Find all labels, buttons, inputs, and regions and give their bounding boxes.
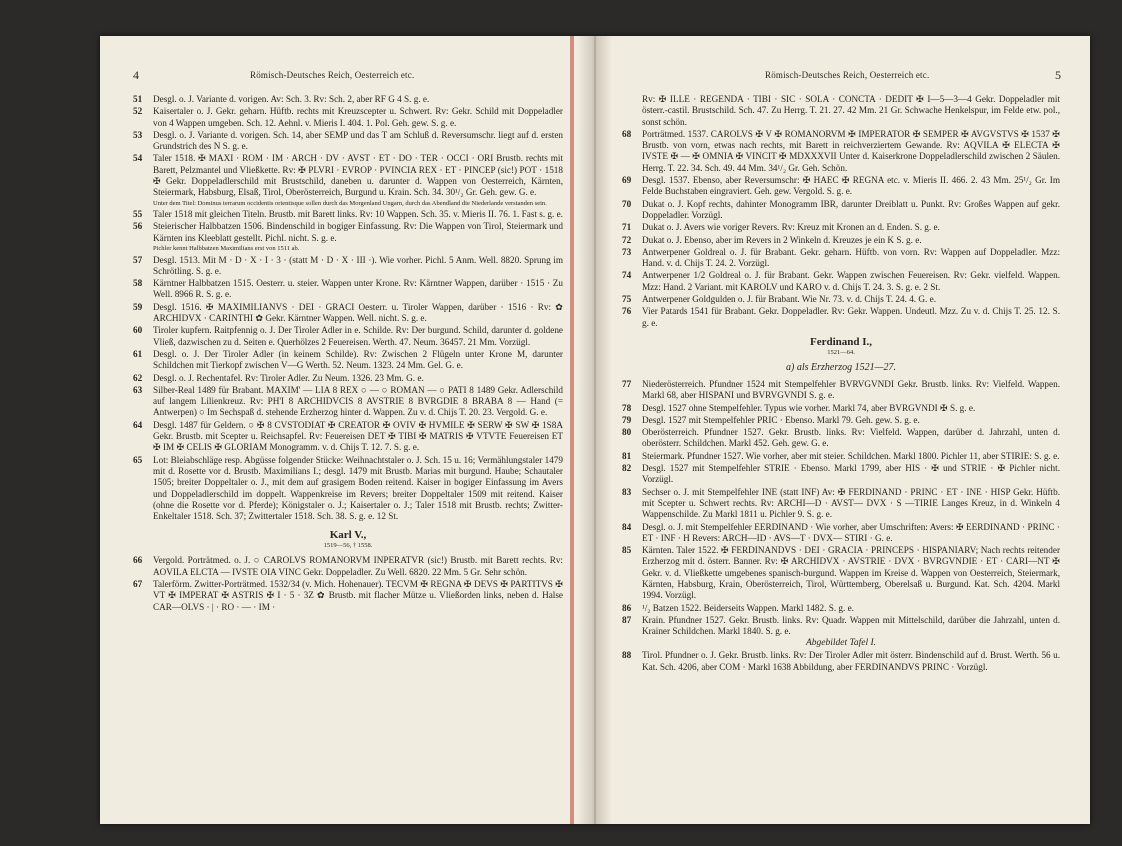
lot-number: 66 bbox=[133, 555, 143, 566]
lot-entry bbox=[622, 403, 1060, 414]
lot-entry bbox=[133, 94, 563, 105]
lot-number: 84 bbox=[622, 521, 632, 532]
lot-description: Kärntner Halbbatzen 1515. Oesterr. u. steier. Wappen unter Krone. Rv: Kärntner Wappen, darüber · 1515 · Zu Well. 8966 R. S. g. e. bbox=[153, 278, 563, 300]
lot-continuation: Rv: ✠ ILLE · REGENDA · TIBI · SIC · SOLA · CONCTA · DEDIT ✠ I—5—3—4 Gekr. Doppeladler mit österr.-castil. Brustschild. Sch. 47. Zu Herrg. T. 21. 27. 42 Mm. 21 Gr. Schwache Henkelspur, im Felde etw. pol., sonst schön. bbox=[642, 94, 1060, 127]
lot-entry bbox=[622, 129, 1060, 174]
lot-number: 60 bbox=[133, 325, 143, 336]
lot-description: Kaisertaler o. J. Gekr. geharn. Hüftb. rechts mit Kreuzscepter u. Schwert. Rv: Gekr. Schild mit Doppeladler von 4 Wappen umgeben. Sch. 12. Aehnl. v. Mieris I. 404. 1. Pol. Geh. gew. S. g. e. bbox=[153, 106, 563, 128]
lot-number: 53 bbox=[133, 129, 143, 140]
lot-description: Desgl. o. J. mit Stempelfehler EERDINAND · Wie vorher, aber Umschriften: Avers: ✠ EERDINAND · PRINC · ET · INF · H Revers: ARCH—ID · AVS—T · DVX— STIRI · G. e. bbox=[642, 521, 1060, 543]
lot-description: Antwerpener 1/2 Goldreal o. J. für Brabant. Gekr. Wappen zwischen Feuereisen. Rv: Gekr. vielfeld. Wappen. Mzz: Hand. 2 Variant. mit KAROLV und KARO v. d. Chijs T. 24. 3. S. g. e. 2 St. bbox=[642, 270, 1060, 292]
lot-description: Antwerpener Goldgulden o. J. für Brabant. Wie Nr. 73. v. d. Chijs T. 24. 4. G. e. bbox=[642, 294, 937, 305]
lot-number: 71 bbox=[622, 222, 632, 233]
ruler-heading: Ferdinand I., bbox=[809, 335, 873, 348]
lot-entry bbox=[133, 555, 563, 578]
page-number-right: 5 bbox=[1055, 68, 1061, 82]
lot-number: 63 bbox=[133, 384, 143, 395]
lot-number: 61 bbox=[133, 348, 143, 359]
lot-entry bbox=[622, 294, 1060, 305]
lot-entry bbox=[622, 415, 1060, 426]
lot-number: 67 bbox=[133, 578, 143, 589]
right-entries bbox=[622, 94, 1060, 674]
lot-number: 73 bbox=[622, 246, 632, 257]
lot-description: Desgl. 1537. Ebenso, aber Reversumschr: ✠ HAEC ✠ REGNA etc. v. Mieris II. 466. 2. 43 Mm. 25¹/₂ Gr. Im Felde Buchstaben eingraviert. Geh. gew. Vergold. S. g. e. bbox=[642, 175, 1060, 197]
lot-entry bbox=[622, 427, 1060, 450]
lot-number: 70 bbox=[622, 198, 632, 209]
lot-number: 72 bbox=[622, 234, 632, 245]
lot-entry bbox=[133, 209, 563, 220]
lot-description: Vergold. Porträtmed. o. J. ○ CAROLVS ROMANORVM INPERATVR (sic!) Brustb. mit Barett rechts. Rv: AOVILA ELCTA — IVSTE OIA VINC Gekr. Doppeladler. Zu Well. 6820. 22 Mm. 5 Gr. Sehr schön. bbox=[153, 555, 563, 577]
lot-description: Dukat o. J. Ebenso, aber im Revers in 2 Winkeln d. Kreuzes je ein K S. g. e. bbox=[642, 234, 922, 245]
book-spread bbox=[100, 36, 1090, 824]
lot-entry bbox=[622, 306, 1060, 329]
lot-number: 76 bbox=[622, 306, 632, 317]
lot-entry bbox=[622, 522, 1060, 545]
lot-entry bbox=[622, 270, 1060, 293]
lot-entry bbox=[133, 278, 563, 301]
lot-number: 81 bbox=[622, 450, 632, 461]
lot-entry bbox=[622, 175, 1060, 198]
lot-description: Desgl. 1527 ohne Stempelfehler. Typus wie vorher. Markl 74, aber BVRGVNDI ✠ S. g. e. bbox=[642, 402, 976, 413]
lot-number: 86 bbox=[622, 602, 632, 613]
lot-entry bbox=[622, 545, 1060, 601]
lot-entry bbox=[133, 455, 563, 523]
lot-description: Desgl. 1527 mit Stempelfehler STRIE · Ebenso. Markl 1799, aber HIS · ✠ und STRIE · ✠ Pichler nicht. Vorzügl. bbox=[642, 463, 1060, 485]
ruler-dates: 1521—64. bbox=[827, 348, 855, 356]
footnote: Pichler kennt Halbbatzen Maximilians erst von 1511 ab. bbox=[153, 245, 300, 253]
lot-entry bbox=[133, 420, 563, 454]
lot-entry bbox=[622, 463, 1060, 486]
lot-number: 51 bbox=[133, 94, 143, 104]
lot-description: Oberösterreich. Pfundner 1527. Gekr. Brustb. links. Rv: Vielfeld. Wappen, darüber d. Jahrzahl, unten d. oberösterr. Schildchen. Markl 452. Geh. gew. G. e. bbox=[642, 427, 1060, 449]
lot-entry bbox=[622, 235, 1060, 246]
running-head-left: Römisch-Deutsches Reich, Oesterreich etc. bbox=[250, 70, 415, 80]
page-number-left: 4 bbox=[133, 68, 139, 82]
lot-entry bbox=[622, 379, 1060, 402]
lot-description: Antwerpener Goldreal o. J. für Brabant. Gekr. geharn. Hüftb. von vorn. Rv: Wappen auf Doppeladler. Mzz: Hand. v. d. Chijs T. 24. 2. Vorzügl. bbox=[642, 246, 1060, 269]
lot-description: Niederösterreich. Pfundner 1524 mit Stempelfehler BVRVGVNDI Gekr. Brustb. links. Rv: Vielfeld. Wappen. Markl 68, aber HISPANI und BVRVGVNDI S. g. e. bbox=[642, 378, 1060, 401]
lot-description: Tirol. Pfundner o. J. Gekr. Brustb. links. Rv: Der Tiroler Adler mit österr. Bindenschild auf d. Brust. Werth. 56 u. Kat. Sch. 4206, aber COM · Markl 1638 Abbildung, aber FERDINANDVS PRINC · Vorzügl. bbox=[642, 650, 1060, 672]
lot-number: 52 bbox=[133, 106, 143, 117]
lot-description: Taler 1518. ✠ MAXI · ROM · IM · ARCH · DV · AVST · ET · DO · TER · OCCI · ORI Brustb. rechts mit Barett, Pelzmantel und Vließkette. Rv: ✠ PLVRI · EVROP · PVINCIA REX · ET · PINCEP (sic!) POT · 1518 ✠ Gekr. Doppeladlerschild mit Brustschild, daneben u. darunter d. Wappen von Oesterreich, Kärnten, Steiermark, Habsburg, Elsaß, Tirol, Oberösterreich, Burgund u. Krain. Sch. 34. 30¹/₂ Gr. Geh. gew. G. e. bbox=[153, 153, 563, 198]
lot-number: 69 bbox=[622, 175, 632, 186]
lot-description: Steiermark. Pfundner 1527. Wie vorher, aber mit steier. Schildchen. Markl 1800. Pichler 11, aber STIRIE: S. g. e. bbox=[642, 450, 1060, 461]
lot-description: Dukat o. J. Avers wie voriger Revers. Rv: Kreuz mit Kronen an d. Enden. S. g. e. bbox=[642, 222, 940, 233]
lot-entry bbox=[133, 325, 563, 348]
lot-description: Steierischer Halbbatzen 1506. Bindenschild in bogiger Einfassung. Rv: Die Wappen von Tirol, Steiermark und Kärnten ins Kleeblatt gestellt. Pichl. nicht. S. g. e. bbox=[153, 221, 563, 243]
lot-number: 62 bbox=[133, 372, 143, 383]
lot-entry bbox=[622, 615, 1060, 638]
lot-entry bbox=[133, 302, 563, 325]
lot-description: Kärnten. Taler 1522. ✠ FERDINANDVS · DEI · GRACIA · PRINCEPS · HISPANIARV; Nach rechts reitender Erzherzog mit d. österr. Banner. Rv: ✠ ARCHIDVX · AVSTRIE · DVX · BVRGVNDIE · ET · CARI—NT ✠ Gekr. v. d. Vließkette umgebenes spanisch-burgund. Wappen im Kreise d. Wappen von Oesterreich, Steiermark, Kärnten, Habsburg, Krain, Oberösterreich, Tirol, Württemberg, Oberelsaß u. Burgund. Kat. Sch. 4204. Markl 1994. Vorzügl. bbox=[642, 545, 1060, 601]
left-page bbox=[100, 36, 590, 824]
lot-entry bbox=[133, 221, 563, 244]
lot-description: Desgl. 1513. Mit M · D · X · I · 3 · (statt M · D · X · III ·). Wie vorher. Pichl. 5 Anm. Well. 8820. Sprung im Schrötling. S. g. e. bbox=[153, 254, 563, 276]
lot-number: 78 bbox=[622, 402, 632, 413]
section-subheading: a) als Erzherzog 1521—27. bbox=[785, 361, 896, 373]
lot-entry bbox=[133, 255, 563, 278]
lot-number: 82 bbox=[622, 463, 632, 474]
lot-entry bbox=[133, 579, 563, 613]
lot-description: ¹/₂ Batzen 1522. Beiderseits Wappen. Markl 1482. S. g. e. bbox=[642, 602, 854, 613]
lot-number: 68 bbox=[622, 128, 632, 139]
lot-entry bbox=[622, 487, 1060, 521]
footnote: Unter dem Titel: Dominus terrarum occidentis orientisque sollen durch das Morgenland Ungarn, durch das Abendland die Niederlande verstanden sein. bbox=[153, 199, 547, 207]
ruler-heading: Karl V., bbox=[329, 529, 367, 542]
lot-number: 85 bbox=[622, 545, 632, 556]
lot-number: 88 bbox=[622, 650, 632, 661]
lot-number: 87 bbox=[622, 614, 632, 625]
lot-number: 80 bbox=[622, 427, 632, 438]
lot-description: Desgl. 1487 für Geldern. ○ ✠ 8 CVSTODIAT ✠ CREATOR ✠ OVIV ✠ HVMILE ✠ SERW ✠ SW ✠ 1S8A Gekr. Brustb. mit Scepter u. Reichsapfel. Rv: Feuereisen DET ✠ TIBI ✠ MATRIS ✠ VTVTE Feuereisen ET ✠ IM ✠ CELIS ✠ GLORIAM Monogramm. v. d. Chijs T. 12. 7. S. g. e. bbox=[153, 419, 563, 453]
lot-entry bbox=[133, 373, 563, 384]
lot-description: Krain. Pfundner 1527. Gekr. Brustb. links. Rv: Quadr. Wappen mit Mittelschild, darüber die Jahrzahl, unten d. Krainer Schildchen. Markl 1840. S. g. e. bbox=[642, 614, 1060, 637]
left-entries bbox=[133, 94, 563, 614]
lot-number: 58 bbox=[133, 278, 143, 289]
lot-description: Desgl. 1527 mit Stempelfehler PRIC · Ebenso. Markl 79. Geh. gew. S. g. e. bbox=[642, 414, 920, 425]
lot-number: 74 bbox=[622, 270, 632, 281]
lot-entry bbox=[133, 153, 563, 198]
lot-number: 83 bbox=[622, 486, 632, 497]
lot-entry bbox=[622, 451, 1060, 462]
lot-description: Vier Patards 1541 für Brabant. Gekr. Doppeladler. Rv: Gekr. Wappen. Undeutl. Mzz. Zu v. d. Chijs T. 25. 12. S. g. e. bbox=[642, 306, 1060, 328]
lot-number: 57 bbox=[133, 254, 143, 265]
lot-description: Desgl. o. J. Rechentafel. Rv: Tiroler Adler. Zu Neum. 1326. 23 Mm. G. e. bbox=[153, 372, 424, 383]
lot-description: Silber-Real 1489 für Brabant. MAXIM' — LIA 8 REX ○ — ○ ROMAN — ○ PATI 8 1489 Gekr. Adlerschild auf langem Lilienkreuz. Rv: PH'I 8 ARCHIDVCIS 8 AVSTRIE 8 BVRGDIE 8 BRABA 8 — Hand (= Antwerpen) ○ Im Sechspaß d. stehende Erzherzog hinter d. Wappen. Zu v. d. Chijs T. 20. 23. Vergold. G. e. bbox=[153, 384, 563, 418]
lot-description: Taler 1518 mit gleichen Titeln. Brustb. mit Barett links. Rv: 10 Wappen. Sch. 35. v. Mieris II. 76. 1. Fast s. g. e. bbox=[153, 209, 563, 220]
lot-number: 77 bbox=[622, 378, 632, 389]
plate-reference: Abgebildet Tafel I. bbox=[805, 638, 877, 649]
lot-description: Tiroler kupfern. Raitpfennig o. J. Der Tiroler Adler in e. Schilde. Rv: Der burgund. Schild, darunter d. goldene Vließ, dazwischen zu d. Seiten e. Querhölzes 2 Feuereisen. Werth. 47. Neum. 36457. 21 Mm. Vorzügl. bbox=[153, 325, 563, 347]
lot-number: 65 bbox=[133, 454, 143, 465]
running-head-right: Römisch-Deutsches Reich, Oesterreich etc. bbox=[765, 70, 930, 80]
lot-entry bbox=[622, 650, 1060, 673]
lot-entry bbox=[622, 603, 1060, 614]
lot-description: Desgl. o. J. Variante d. vorigen. Sch. 14, aber SEMP und das T am Schluß d. Reversumschr. liegt auf d. ersten Grundstrich des N S. g. e. bbox=[153, 129, 563, 152]
lot-entry bbox=[133, 385, 563, 419]
lot-entry bbox=[622, 222, 1060, 233]
lot-number: 56 bbox=[133, 221, 143, 232]
lot-number: 79 bbox=[622, 414, 632, 425]
ruler-dates: 1519—56, † 1558. bbox=[323, 542, 373, 550]
lot-number: 64 bbox=[133, 419, 143, 430]
lot-entry bbox=[133, 130, 563, 153]
lot-entry bbox=[622, 247, 1060, 270]
lot-number: 54 bbox=[133, 153, 143, 164]
lot-entry bbox=[133, 349, 563, 372]
right-page bbox=[600, 36, 1090, 824]
lot-number: 75 bbox=[622, 294, 632, 305]
lot-description: Desgl. 1516. ✠ MAXIMILIANVS · DEI · GRACI Oesterr. u. Tiroler Wappen, darüber · 1516 · Rv: ✿ ARCHIDVX · CARINTHI ✿ Gekr. Kärntner Wappen. Well. nicht. S. g. e. bbox=[153, 301, 563, 324]
lot-description: Lot: Bleiabschläge resp. Abgüsse folgender Stücke: Weihnachtstaler o. J. Sch. 15 u. 16; Vermählungstaler 1479 mit d. Rosette vor d. Brustb. Maximilians I.; desgl. 1479 mit Brustb. Marias mit burgund. Haube; Schautaler 1505; breiter Doppeltaler o. J., mit dem auf grasigem Boden reitend. Kaiser in bogiger Einfassung im Avers und Doppeladlerschild im doppelt. Wappenkreise im Revers; breiter Doppeltaler 1509 mit reitend. Kaiser (ohne die Rosette vor d. Pferde); Königstaler o. J.; Kaisertaler o. J.; Taler 1518 mit Brustb. rechts; Zwitter-Enkeltaler 1518. Sch. 37; Zwittertaler 1518. Sch. 38. S. g. e. 12 St. bbox=[153, 454, 563, 522]
lot-entry bbox=[622, 199, 1060, 222]
lot-description: Talerförm. Zwitter-Porträtmed. 1532/34 (v. Mich. Hohenauer). TECVM ✠ REGNA ✠ DEVS ✠ PARTITVS ✠ VT ✠ IMPERAT ✠ ASTRIS ✠ I · 5 · 3Z ✿ Brustb. mit flacher Mütze u. Vließorden links, neben d. Halse CAR—OLVS · | · RO · — · IM · bbox=[153, 578, 563, 612]
lot-number: 55 bbox=[133, 209, 143, 220]
lot-number: 59 bbox=[133, 301, 143, 312]
lot-description: Desgl. o. J. Variante d. vorigen. Av: Sch. 3. Rv: Sch. 2, aber RF G 4 S. g. e. bbox=[153, 94, 430, 104]
lot-description: Sechser o. J. mit Stempelfehler INE (statt INF) Av: ✠ FERDINAND · PRINC · ET · INE · HISP Gekr. Hüftb. mit Scepter u. Schwert rechts. Rv: ARCHI—D · AVST— DVX · S —TIRIE Langes Kreuz, in d. Winkeln 4 Wappenschilde. Zu Markl 1811 u. Pichler 9. S. g. e. bbox=[642, 486, 1060, 520]
lot-description: Porträtmed. 1537. CAROLVS ✠ V ✠ ROMANORVM ✠ IMPERATOR ✠ SEMPER ✠ AVGVSTVS ✠ 1537 ✠ Brustb. von vorn, etwas nach rechts, mit Barett in reichverziertem Gewande. Rv: AQVILA ✠ ELECTA ✠ IVSTE ✠ — ✠ OMNIA ✠ VINCIT ✠ MDXXXVII Unter d. Kaiserkrone Doppeladlerschild zwischen 2 Säulen. Herrg. T. 22. 34. Sch. 49. 44 Mm. 34¹/₂ Gr. Geh. Schön. bbox=[642, 128, 1060, 173]
lot-description: Dukat o. J. Kopf rechts, dahinter Monogramm IBR, darunter Dreiblatt u. Punkt. Rv: Großes Wappen auf gekr. Doppeladler. Vorzügl. bbox=[642, 198, 1060, 220]
lot-description: Desgl. o. J. Der Tiroler Adler (in keinem Schilde). Rv: Zwischen 2 Flügeln unter Krone M, darunter Schildchen mit Tierkopf zwischen V—G Werth. 52. Neum. 1323. 24 Mm. Gel. G. e. bbox=[153, 348, 563, 371]
lot-entry bbox=[133, 106, 563, 129]
